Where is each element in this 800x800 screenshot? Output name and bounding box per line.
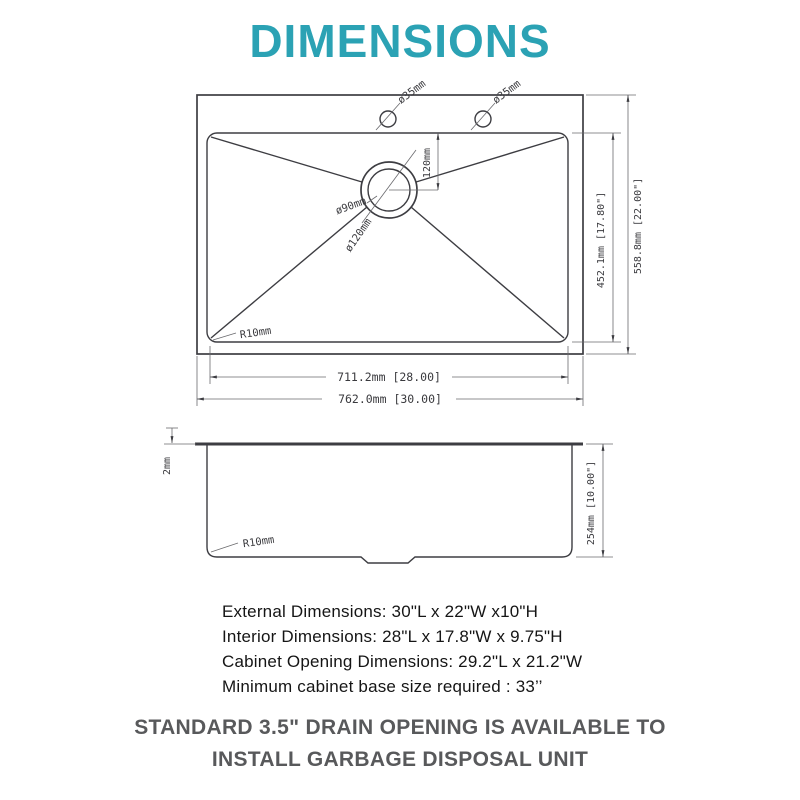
- side-corner-radius-label: R10mm: [242, 533, 276, 551]
- top-corner-radius-label: R10mm: [239, 324, 273, 342]
- top-view-outer-rect: [197, 95, 583, 354]
- exterior-length-label: 762.0mm [30.00]: [338, 392, 442, 406]
- basin-slope-line-tl: [211, 137, 362, 182]
- drain-diameter-line: [362, 150, 416, 223]
- faucet-hole-right: [475, 111, 491, 127]
- height-label: 254mm [10.00"]: [586, 460, 597, 546]
- footer-note: [0, 712, 800, 776]
- basin-slope-line-br: [411, 207, 564, 338]
- drain-outer-label: ø120mm: [342, 216, 375, 255]
- external-dimensions-text: External Dimensions: 30"L x 22"W x10"H: [222, 602, 539, 621]
- exterior-width-label: 558.8mm [22.00"]: [633, 177, 644, 275]
- spec-text-block: [222, 599, 582, 699]
- side-corner-radius-leader: [211, 543, 238, 552]
- faucet-hole-right-leader: [471, 103, 495, 130]
- faucet-hole-right-label: ø35mm: [490, 77, 524, 107]
- top-view-basin-rect: [207, 133, 568, 342]
- footer-line-1: STANDARD 3.5" DRAIN OPENING IS AVAILABLE TO: [134, 716, 666, 739]
- faucet-hole-left-leader: [376, 103, 400, 130]
- drain-inner-label: ø90mm: [334, 195, 368, 218]
- top-view: [197, 78, 644, 406]
- faucet-hole-left-label: ø35mm: [395, 77, 429, 107]
- drain-offset-label: 120mm: [422, 147, 433, 179]
- page-title: DIMENSIONS: [249, 15, 551, 67]
- minimum-cabinet-text: Minimum cabinet base size required : 33’’: [222, 677, 543, 696]
- footer-line-2: INSTALL GARBAGE DISPOSAL UNIT: [211, 748, 589, 771]
- rim-thickness-label: 2mm: [162, 456, 173, 476]
- faucet-hole-left: [380, 111, 396, 127]
- interior-dimensions-text: Interior Dimensions: 28"L x 17.8"W x 9.75"H: [222, 627, 563, 646]
- basin-slope-line-bl: [211, 207, 367, 338]
- interior-width-label: 452.1mm [17.80"]: [596, 191, 607, 289]
- interior-length-label: 711.2mm [28.00]: [337, 370, 441, 384]
- cabinet-opening-text: Cabinet Opening Dimensions: 29.2"L x 21.2"W: [222, 652, 583, 671]
- side-view: [162, 428, 613, 563]
